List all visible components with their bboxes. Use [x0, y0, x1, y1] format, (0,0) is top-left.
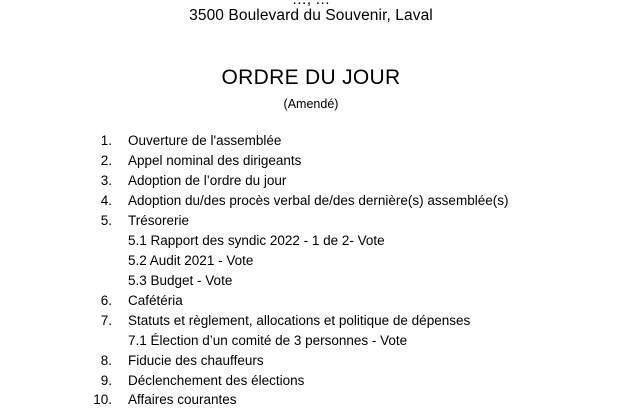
page-title: ORDRE DU JOUR — [221, 66, 401, 89]
agenda-item-text: Adoption de l’ordre du jour — [128, 173, 287, 188]
agenda-item-text: Appel nominal des dirigeants — [128, 153, 302, 168]
agenda-subitem — [0, 253, 622, 273]
agenda-subitem-text: 7.1 Élection d’un comité de 3 personnes - Vote — [128, 333, 408, 348]
agenda-subitem-text: 5.2 Audit 2021 - Vote — [128, 253, 254, 268]
agenda-item-number: 10. — [93, 392, 112, 407]
agenda-item-text: Ouverture de l'assemblée — [128, 133, 282, 148]
agenda-item-text: Trésorerie — [128, 213, 190, 228]
agenda-item — [0, 153, 622, 173]
agenda-item — [0, 353, 622, 373]
agenda-item — [0, 173, 622, 193]
agenda-item-number: 7. — [100, 313, 112, 328]
agenda-item-number: 1. — [100, 133, 112, 148]
agenda-subitem-text: 5.3 Budget - Vote — [128, 273, 233, 288]
agenda-item-number: 9. — [100, 373, 112, 388]
agenda-subitem — [0, 233, 622, 253]
agenda-item — [0, 213, 622, 233]
agenda-item — [0, 193, 622, 213]
address: 3500 Boulevard du Souvenir, Laval — [189, 7, 433, 24]
agenda-item — [0, 392, 622, 412]
agenda-item-number: 6. — [100, 293, 112, 308]
agenda-subitem — [0, 273, 622, 293]
agenda-item — [0, 293, 622, 313]
agenda-item-text: Affaires courantes — [128, 392, 237, 407]
agenda-item-number: 4. — [100, 193, 112, 208]
agenda-item — [0, 313, 622, 333]
agenda-item-text: Adoption du/des procès verbal de/des dernière(s) assemblée(s) — [128, 193, 509, 208]
agenda-item — [0, 373, 622, 393]
agenda-subitem-text: 5.1 Rapport des syndic 2022 - 1 de 2- Vote — [128, 233, 385, 248]
page-subtitle: (Amendé) — [283, 97, 339, 111]
agenda-item-text: Fiducie des chauffeurs — [128, 353, 264, 368]
agenda-item-number: 5. — [100, 213, 112, 228]
agenda-item-number: 3. — [100, 173, 112, 188]
agenda-item-text: Déclenchement des élections — [128, 373, 305, 388]
agenda-item-number: 2. — [100, 153, 112, 168]
agenda-item — [0, 133, 622, 153]
agenda-item-text: Cafétéria — [128, 293, 183, 308]
agenda-item-number: 8. — [100, 353, 112, 368]
agenda-subitem — [0, 333, 622, 353]
agenda-item-text: Statuts et règlement, allocations et politique de dépenses — [128, 313, 471, 328]
